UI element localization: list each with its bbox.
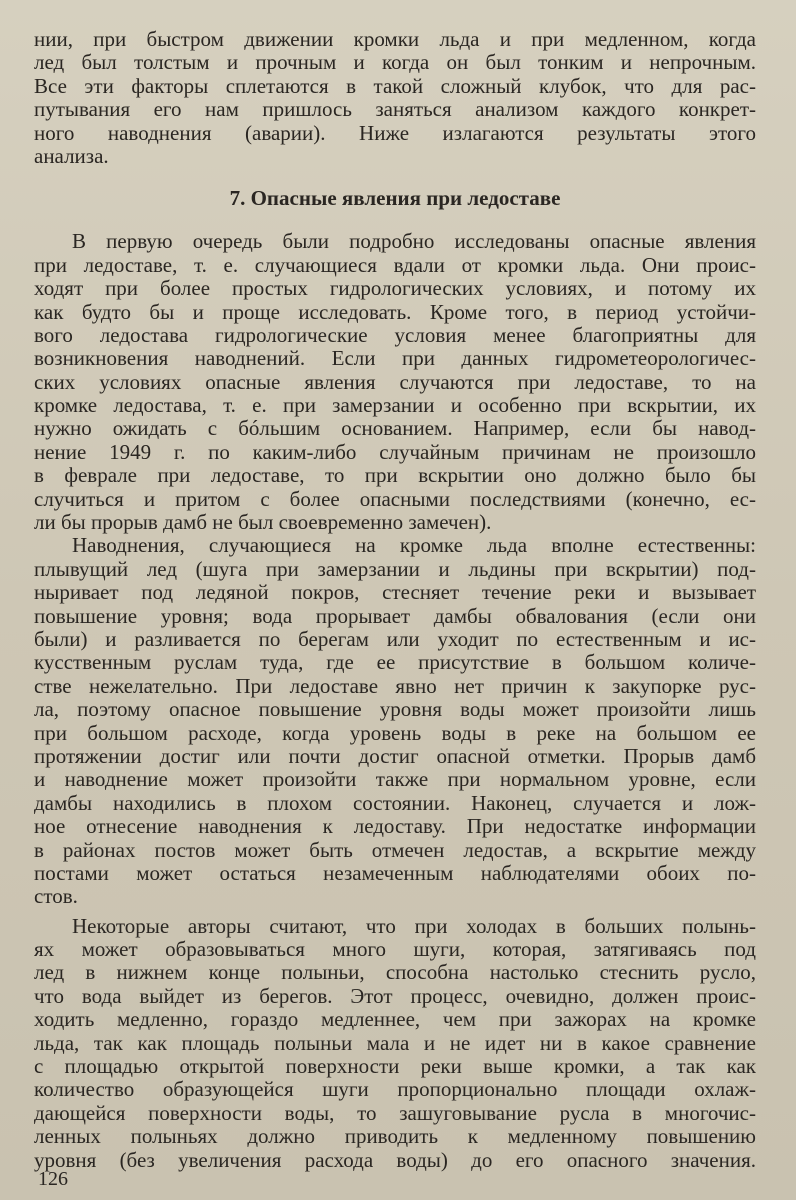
text-line: случиться и притом с более опасными последствиями (конечно, ес-: [34, 487, 756, 511]
text-line: Некоторые авторы считают, что при холодах в больших полынь-: [72, 914, 756, 938]
text-line: были) и разливается по берегам или уходит по естественным и ис-: [34, 627, 756, 651]
text-line: Наводнения, случающиеся на кромке льда вполне естественны:: [72, 534, 756, 558]
text-line: ских условиях опасные явления случаются при ледоставе, то на: [34, 370, 756, 394]
text-line: нение 1949 г. по каким-либо случайным причинам не произошло: [34, 440, 756, 464]
text-line: с площадью открытой поверхности реки выше кромки, а так как: [34, 1055, 756, 1079]
text-line: плывущий лед (шуга при замерзании и льдины при вскрытии) под-: [34, 557, 756, 581]
text-line: и наводнение может произойти также при нормальном уровне, если: [34, 768, 756, 792]
paragraph-1: [34, 230, 756, 534]
text-line: ленных полыньях должно приводить к медленному повышению: [34, 1125, 756, 1149]
text-line: при ледоставе, т. е. случающиеся вдали от кромки льда. Они проис-: [34, 253, 756, 277]
text-line: количество образующейся шуги пропорционально площади охлаж-: [34, 1078, 756, 1102]
text-line: путывания его нам пришлось заняться анализом каждого конкрет-: [34, 98, 756, 122]
text-line: как будто бы и проще исследовать. Кроме того, в период устойчи-: [34, 300, 756, 324]
intro-paragraph: [34, 28, 756, 168]
paragraph-3: [34, 915, 756, 1172]
text-line: стве нежелательно. При ледоставе явно нет причин к закупорке рус-: [34, 674, 756, 698]
text-line: повышение уровня; вода прорывает дамбы обвалования (если они: [34, 604, 756, 628]
text-line: в феврале при ледоставе, то при вскрытии оно должно было бы: [34, 464, 756, 488]
text-line: вого ледостава гидрологические условия менее благоприятны для: [34, 323, 756, 347]
page-number: 126: [38, 1168, 68, 1190]
text-line: анализа.: [34, 144, 109, 168]
text-line: дающейся поверхности воды, то зашуговывание русла в многочис-: [34, 1101, 756, 1125]
text-line: лед был толстым и прочным и когда он был тонким и непрочным.: [34, 51, 756, 75]
text-line: уровня (без увеличения расхода воды) до его опасного значения.: [34, 1148, 756, 1172]
text-line: при большом расходе, когда уровень воды в реке на большом ее: [34, 721, 756, 745]
text-line: ях может образовываться много шуги, которая, затягиваясь под: [34, 938, 756, 962]
text-line: ныривает под ледяной покров, стесняет течение реки и вызывает: [34, 581, 756, 605]
text-line: нии, при быстром движении кромки льда и при медленном, когда: [34, 28, 756, 51]
text-line: ходить медленно, гораздо медленнее, чем при зажорах на кромке: [34, 1008, 756, 1032]
text-line: ное отнесение наводнения к ледоставу. При недостатке информации: [34, 815, 756, 839]
text-line: что вода выйдет из берегов. Этот процесс, очевидно, должен проис-: [34, 984, 756, 1008]
text-line: льда, так как площадь полыньи мала и не идет ни в какое сравнение: [34, 1031, 756, 1055]
section-title: 7. Опасные явления при ледоставе: [229, 186, 561, 211]
text-line: лед в нижнем конце полыньи, способна настолько стеснить русло,: [34, 961, 756, 985]
text-line: в районах постов может быть отмечен ледостав, а вскрытие между: [34, 838, 756, 862]
text-line: кромке ледостава, т. е. при замерзании и особенно при вскрытии, их: [34, 394, 756, 418]
paragraph-2: [34, 534, 756, 908]
text-line: Все эти факторы сплетаются в такой сложный клубок, что для рас-: [34, 74, 756, 98]
text-line: постами может остаться незамеченным наблюдателями обоих по-: [34, 861, 756, 885]
text-line: нужно ожидать с бóльшим основанием. Например, если бы навод-: [34, 417, 756, 441]
text-line: ли бы прорыв дамб не был своевременно замечен).: [34, 511, 492, 535]
text-line: ного наводнения (аварии). Ниже излагаются результаты этого: [34, 121, 756, 145]
text-line: возникновения наводнений. Если при данных гидрометеорологичес-: [34, 347, 756, 371]
text-line: В первую очередь были подробно исследованы опасные явления: [72, 230, 756, 254]
text-line: дамбы находились в плохом состоянии. Наконец, случается и лож-: [34, 791, 756, 815]
text-line: кусственным руслам туда, где ее присутствие в большом количе-: [34, 651, 756, 675]
text-line: стов.: [34, 885, 78, 909]
text-line: ла, поэтому опасное повышение уровня воды может произойти лишь: [34, 698, 756, 722]
text-line: протяжении достиг или почти достиг опасной отметки. Прорыв дамб: [34, 744, 756, 768]
text-line: ходят при более простых гидрологических условиях, и потому их: [34, 277, 756, 301]
